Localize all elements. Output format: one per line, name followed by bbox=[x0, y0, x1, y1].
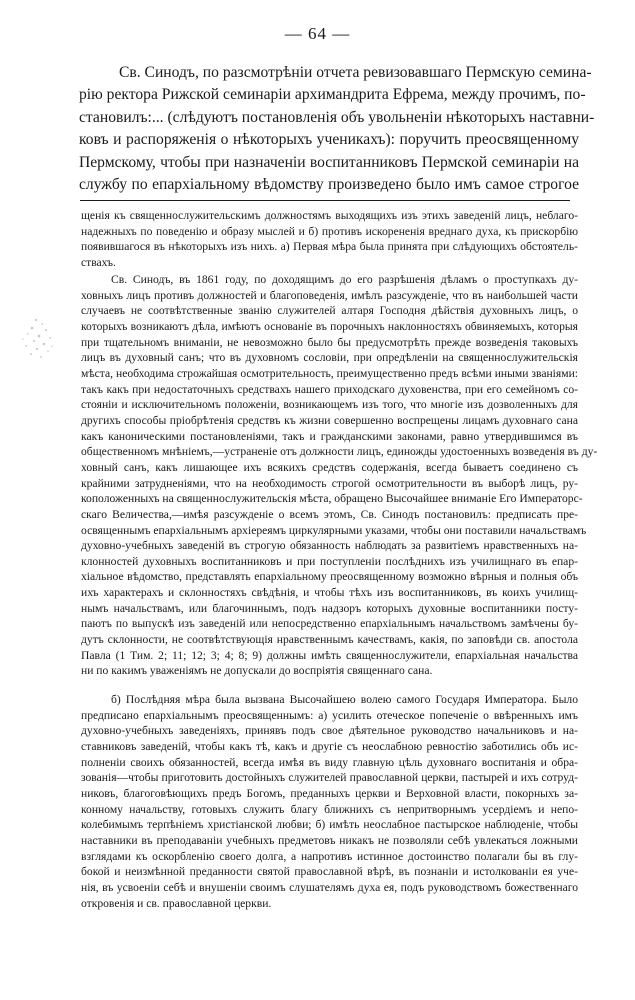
main-paragraph bbox=[79, 62, 595, 196]
footnote-line: полненіи своихъ обязанностей, всегда имѣя въ виду главную цѣль духовнаго воспитанія и обра- bbox=[81, 755, 578, 769]
footnote-line: нымъ начальствамъ, или благочиннымъ, подъ надзоръ которыхъ духовные воспитанники посту- bbox=[81, 601, 578, 615]
footnote-line: надежныхъ по поведенію и образу мыслей и б) противъ искорененія вреднаго духа, къ прискорбію bbox=[81, 224, 578, 238]
footnote-line: случаевъ не соотвѣтственные званію служителей алтаря Господня дѣйствія духовныхъ лицъ, о bbox=[81, 304, 578, 318]
footnote-line: взглядами къ оскорбленію своего долга, а напротивъ истинное достоинство полагали бы въ глу- bbox=[81, 849, 578, 863]
footnote-line: лицъ въ духовный санъ; что въ духовномъ сословіи, при опредѣленіи на священнослужительскія bbox=[81, 351, 578, 365]
footnote-line: какъ каноническими постановленіями, такъ и гражданскими законами, равно утвердившимся въ bbox=[81, 429, 578, 443]
footnote-line: такъ какъ при недостаточныхъ средствахъ нашего приходскаго духовенства, при его семейномъ со- bbox=[81, 382, 578, 396]
footnote-line: ствахъ. bbox=[81, 255, 116, 269]
footnote-line: ставниковъ заведеній, чтобы какъ тѣ, какъ и другіе съ неослабною ревностію заботились объ ис- bbox=[81, 739, 578, 753]
main-line: службу по епархіальному вѣдомству произведено было имъ самое строгое bbox=[79, 176, 579, 194]
footnote-line: освященнымъ епархіальнымъ архіереямъ циркулярными указами, чтобы они поставили начальствамъ bbox=[81, 523, 587, 537]
footnote-line: предписано епархіальнымъ преосвященнымъ: а) усилить отеческое попеченіе о ввѣренныхъ имъ bbox=[81, 708, 578, 722]
footnote-separator bbox=[80, 200, 570, 201]
footnote-line: ни по какимъ уваженіямъ не допускали до воспріятія священнаго сана. bbox=[81, 664, 433, 678]
footnote-line: Павла (1 Тим. 2; 11; 12; 3; 4; 8; 9) должны имѣть священнослужители, епархіальная начальства bbox=[81, 648, 578, 662]
footnote-line: ховныхъ лицъ противъ должностей и благоповеденія, имѣлъ разсужденіе, что въ наибольшей части bbox=[81, 288, 578, 302]
footnote-intro bbox=[81, 208, 578, 271]
footnote-line: коположенныхъ на священнослужительскія мѣста, обращено Высочайшее вниманіе Его Императорс- bbox=[81, 492, 583, 506]
footnote-line: хіальное вѣдомство, представлять епархіальному преосвященному возможно вѣрныя и полныя объ bbox=[81, 570, 578, 584]
footnote-line: скаго Величества,—имѣя разсужденіе о всемъ этомъ, Св. Синодъ постановилъ: предписать пре- bbox=[81, 507, 578, 521]
footnote-line: мѣста, необходима строжайшая осмотрительность, преимущественно предъ всѣми иными званіями: bbox=[81, 366, 578, 380]
footnote-line: крайними затрудненіями, что на необходимость строгой осмотрительности въ выборѣ лицъ, ру- bbox=[81, 476, 578, 490]
footnote-line: ховный санъ, какъ лишающее ихъ всякихъ средствъ содержанія, всегда бываетъ соединено съ bbox=[81, 460, 578, 474]
footnote-line: другихъ способы пріобрѣтенія средствъ къ жизни совершенно воспрещены лицамъ духовнаго сана bbox=[81, 413, 578, 427]
footnote-line: при тщательномъ вниманіи, не невозможно было бы предусмотрѣть прежде возведенія таковыхъ bbox=[81, 335, 578, 349]
footnote-line: стояніи и исключительномъ положеніи, возникающемъ изъ того, что многіе изъ дозволенныхъ для bbox=[81, 398, 578, 412]
footnote-line: конному начальству, готовыхъ служить благу ближнихъ съ непритворнымъ усердіемъ и непо- bbox=[81, 802, 578, 816]
footnote-line: духовно-учебныхъ заведеній въ строгую обязанность наблюдать за развитіемъ нравственныхъ на- bbox=[81, 539, 578, 553]
footnote-line: нія, въ усвоеніи себѣ и внушеніи своимъ слушателямъ духа ея, подъ руководствомъ божественнаго bbox=[81, 880, 578, 894]
main-line: ковъ и распоряженія о нѣкоторыхъ ученикахъ): поручить преосвященному bbox=[79, 131, 579, 149]
footnote-line: ихъ характерахъ и склонностяхъ свѣдѣнія, и чтобы тѣхъ изъ воспитанниковъ, въ коихъ училищ- bbox=[81, 586, 578, 600]
main-line: Св. Синодъ, по разсмотрѣніи отчета ревизовавшаго Пермскую семина- bbox=[119, 64, 592, 81]
footnote-line: которыхъ возникаютъ дѣла, имѣютъ основаніе въ порочныхъ наклонностяхъ обвиняемыхъ, которыя bbox=[81, 319, 578, 333]
footnote-line: духовно-учебныхъ заведеніяхъ, принявъ подъ свое дѣятельное руководство начальниковъ и на- bbox=[81, 724, 578, 738]
footnote-line: зованія—чтобы приготовить достойныхъ служителей православной церкви, пастырей и ихъ сотруд- bbox=[81, 771, 578, 785]
footnote-line: паютъ по выпускѣ изъ заведеній или непосредственно епархіальнымъ начальствомъ замѣчены бу- bbox=[81, 617, 578, 631]
main-line: рію ректора Рижской семинаріи архимандрита Ефрема, между прочимъ, по- bbox=[79, 86, 586, 104]
footnote-line: появившагося въ нѣкоторыхъ изъ нихъ. а) Первая мѣра была принята при слѣдующихъ обстоятель- bbox=[81, 240, 578, 254]
footnote-line: дутъ склонности, не соотвѣтствующія нравственнымъ качествамъ, какія, по заповѣди св. апостола bbox=[81, 633, 578, 647]
footnote-line: бокой и неизмѣнной преданности святой православной вѣрѣ, въ познаніи и истолкованіи ея уче- bbox=[81, 865, 578, 879]
main-line: становилъ:... (слѣдуютъ постановленія объ увольненіи нѣкоторыхъ наставни- bbox=[79, 108, 595, 126]
footnote-line: Св. Синодъ, въ 1861 году, по доходящимъ до его разрѣшенія дѣламъ о проступкахъ ду- bbox=[111, 273, 578, 286]
footnote-line: щенія къ священнослужительскимъ должностямъ выходящихъ изъ этихъ заведеній лицъ, неблаго- bbox=[81, 209, 578, 222]
footnote-line: общественномъ мнѣніемъ,—устраненіе отъ должности лицъ, единожды удостоенныхъ возведенія въ ду- bbox=[81, 445, 598, 459]
footnote-paragraph-b bbox=[81, 692, 578, 911]
footnote-line: наставники въ преподаваніи учебныхъ предметовъ никакъ не позволяли себѣ увлекаться ложными bbox=[81, 833, 578, 847]
footnote-line: никовъ, благоговѣющихъ предъ Богомъ, преданныхъ церкви и Верховной власти, покорныхъ за- bbox=[81, 786, 578, 800]
page-number: — 64 — bbox=[284, 24, 351, 43]
footnote-line: б) Послѣдняя мѣра была вызвана Высочайшею волею самого Государя Императора. Было bbox=[111, 693, 578, 706]
margin-ink-stain bbox=[6, 308, 66, 368]
footnote-line: откровенія и св. православной церкви. bbox=[81, 896, 272, 910]
main-line: Пермскому, чтобы при назначеніи воспитанниковъ Пермской семинаріи на bbox=[79, 153, 579, 171]
footnote-paragraph-a bbox=[81, 272, 598, 679]
footnote-line: колебимымъ терпѣніемъ христіанской любви; б) имѣть неослабное пастырское наблюденіе, чтобы bbox=[81, 818, 578, 832]
footnote-line: клонностей духовныхъ воспитанниковъ и при поступленіи послѣднихъ изъ училищнаго въ епар- bbox=[81, 554, 578, 568]
